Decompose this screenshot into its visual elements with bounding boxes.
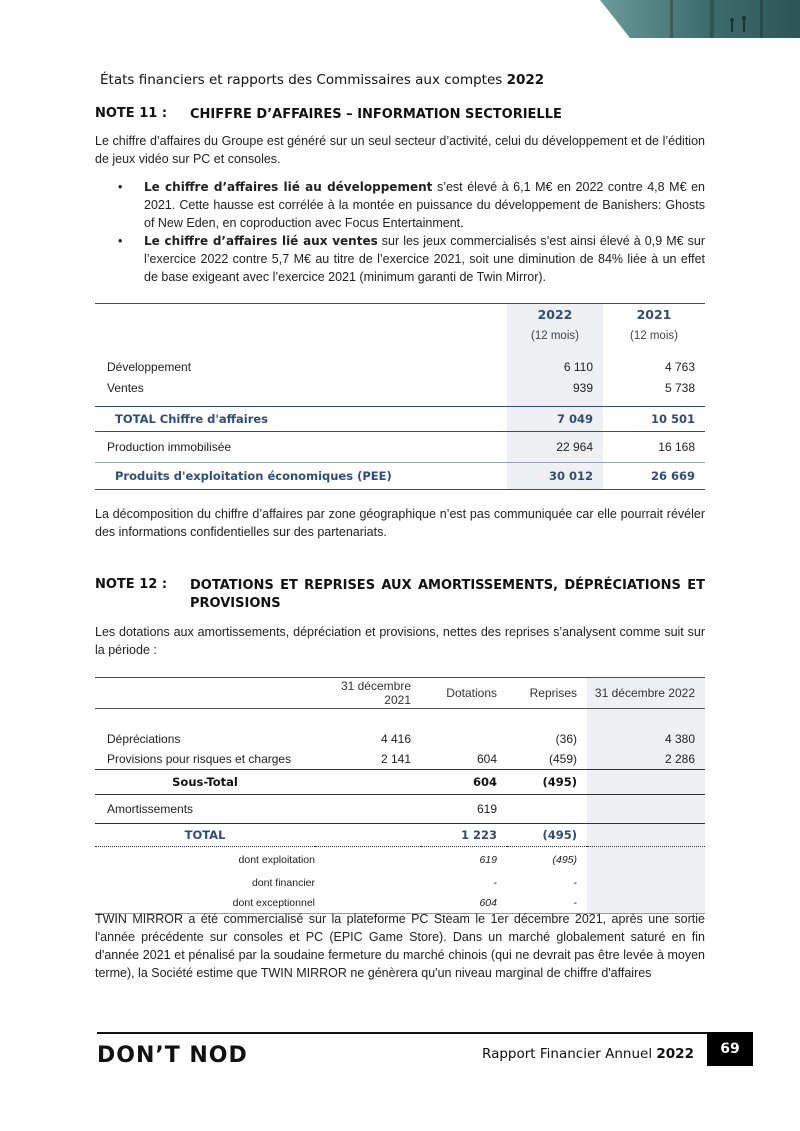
col-header: 31 décembre 2022: [587, 678, 705, 709]
cell: (36): [555, 732, 577, 746]
table-row: [95, 847, 705, 874]
report-year: 2022: [656, 1046, 694, 1062]
col-header: Dotations: [446, 686, 497, 700]
cell-2021: 16 168: [658, 439, 695, 454]
page-number: 69: [707, 1032, 753, 1066]
cell-2022: 939: [507, 377, 603, 398]
note11-intro: Le chiffre d’affaires du Groupe est généré sur un seul secteur d’activité, celui du développement et de l’édition de jeux vidéo sur PC et consoles.: [95, 134, 705, 166]
note12-heading: [95, 577, 705, 615]
col-header: 31 décembre 2021: [340, 679, 411, 707]
row-label: Sous-Total: [172, 775, 238, 789]
row-label: Production immobilisée: [107, 439, 232, 454]
cell: [315, 847, 421, 874]
cell: (459): [548, 752, 577, 766]
note12-intro: Les dotations aux amortissements, dépréciation et provisions, nettes des reprises s’analysent comme suit sur la période :: [95, 625, 705, 657]
cell: 1 223: [460, 828, 497, 842]
cell: -: [493, 877, 497, 889]
cell: 604: [479, 897, 497, 909]
row-label: Provisions pour risques et charges: [107, 752, 292, 766]
note11-outro: La décomposition du chiffre d’affaires par zone géographique n’est pas communiquée car elle pourrait révéler des informations confidentielles sur des partenariats.: [95, 507, 705, 539]
table-row: [95, 356, 705, 377]
cell: (495): [542, 775, 577, 789]
cell: [421, 729, 507, 749]
note11-title: CHIFFRE D’AFFAIRES – INFORMATION SECTORIELLE: [190, 107, 562, 122]
cell: 619: [476, 802, 497, 816]
report-label: Rapport Financier Annuel: [482, 1046, 653, 1062]
table-row: [95, 873, 705, 893]
bullet-bold: Le chiffre d’affaires lié au développement: [144, 180, 433, 194]
note11-number: NOTE 11 :: [95, 106, 168, 121]
row-label: TOTAL Chiffre d'affaires: [115, 411, 269, 426]
company-logo: DON’T NOD: [97, 1043, 248, 1068]
cell-2021: 26 669: [650, 468, 695, 483]
note12-outro: TWIN MIRROR a été commercialisé sur la plateforme PC Steam le 1er décembre 2021, après une sortie l'année précédente sur consoles et PC (EPIC Game Store). Dans un marché globalement saturé en fin d'année 2021 et pénalisé par la soudaine fermeture du marché chinois (qui ne devrait pas être levée à moyen terme), la Société estime que TWIN MIRROR ne génèrera qu'un niveau marginal de chiffre d'affaires: [95, 912, 705, 980]
cell-2022: 7 049: [507, 406, 603, 431]
col-year-2022: 2022: [507, 304, 603, 326]
cell: 2 286: [587, 749, 705, 770]
bullet-item: [118, 232, 705, 286]
document-header: [100, 72, 544, 88]
note12-title-line1: DOTATIONS ET REPRISES AUX AMORTISSEMENTS, DÉPRÉCIATIONS ET: [190, 578, 705, 593]
table-row: [95, 749, 705, 770]
table-row-total: [95, 462, 705, 489]
bullet-dot-icon: •: [118, 180, 123, 194]
table-row-total: [95, 406, 705, 431]
row-label: dont exceptionnel: [232, 897, 315, 909]
cell: 2 141: [380, 752, 411, 766]
row-label: Ventes: [107, 380, 144, 395]
cell-2021: 4 763: [664, 359, 695, 374]
bullet-text: sur les jeux commercialisés s’est ainsi élevé à 0,9 M€ sur l’exercice 2022 contre 5,7 M€ au titre de l’exercice 2021, soit une diminution de 84% liée à un effet de base exigeant avec l’exercice 2021 (minimum garanti de Twin Mirror).: [144, 234, 705, 284]
cell: [315, 770, 421, 795]
table-row-total: [95, 824, 705, 847]
cell: 4 416: [380, 732, 411, 746]
header-year: 2022: [506, 72, 545, 88]
row-label: Amortissements: [107, 802, 194, 816]
row-label: Dépréciations: [107, 732, 181, 746]
note11-heading: [95, 106, 705, 124]
cell: [315, 824, 421, 847]
cell: [587, 795, 705, 824]
header-title: États financiers et rapports des Commissaires aux comptes: [100, 72, 503, 88]
note12-number: NOTE 12 :: [95, 577, 168, 592]
cell: (495): [552, 854, 577, 866]
cell: [587, 847, 705, 874]
corner-artwork: [600, 0, 800, 38]
cell: (495): [542, 828, 577, 842]
cell: -: [573, 877, 577, 889]
cell: [315, 795, 421, 824]
col-header: Reprises: [529, 686, 577, 700]
col-period-2021: (12 mois): [630, 329, 678, 342]
provisions-table: [95, 677, 705, 914]
cell: [587, 824, 705, 847]
cell: 4 380: [587, 729, 705, 749]
cell-2021: 5 738: [664, 380, 695, 395]
cell: [587, 770, 705, 795]
footer-report-title: [482, 1046, 694, 1062]
row-label: dont exploitation: [238, 854, 315, 866]
cell: [507, 795, 587, 824]
table-row: [95, 795, 705, 824]
revenue-table: [95, 303, 705, 490]
col-period-2022: (12 mois): [507, 325, 603, 346]
table-row-subtotal: [95, 770, 705, 795]
col-year-2021: 2021: [636, 307, 672, 322]
row-label: dont financier: [251, 877, 315, 889]
cell: 604: [472, 775, 497, 789]
footer-divider: [97, 1032, 753, 1034]
row-label: TOTAL: [184, 828, 226, 842]
cell-2022: 6 110: [507, 356, 603, 377]
table-corner: [95, 304, 507, 326]
cell: [587, 873, 705, 893]
bullet-text: s’est élevé à 6,1 M€ en 2022 contre 4,8 M€ en 2021. Cette hausse est corrélée à la montée en puissance du développement de Banishers: Ghosts of New Eden, en coproduction avec Focus Entertainment.: [144, 180, 706, 230]
row-label: Produits d'exploitation économiques (PEE): [115, 468, 392, 483]
note11-bullet-list: [118, 178, 705, 286]
cell: [315, 873, 421, 893]
cell: -: [573, 897, 577, 909]
note12-title-line2: PROVISIONS: [190, 596, 281, 611]
cell: 604: [476, 752, 497, 766]
bullet-item: [118, 178, 705, 232]
table-row: [95, 377, 705, 398]
row-label: Développement: [107, 359, 192, 374]
cell: 619: [479, 854, 497, 866]
cell-2022: 22 964: [507, 431, 603, 462]
table-row: [95, 729, 705, 749]
table-row: [95, 431, 705, 462]
bullet-dot-icon: •: [118, 234, 123, 248]
cell-2022: 30 012: [507, 462, 603, 489]
cell-2021: 10 501: [650, 411, 695, 426]
bullet-bold: Le chiffre d’affaires lié aux ventes: [144, 234, 378, 248]
